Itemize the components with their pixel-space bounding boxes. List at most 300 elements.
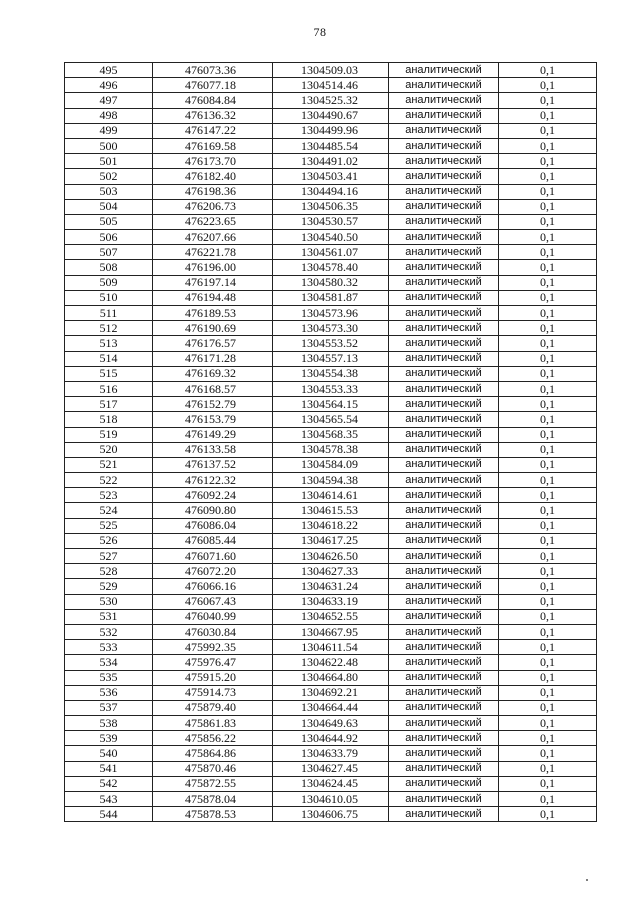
x-coordinate-cell: 476221.78	[153, 245, 273, 260]
x-coordinate-cell: 475864.86	[153, 746, 273, 761]
x-coordinate-cell: 476090.80	[153, 503, 273, 518]
method-cell: аналитический	[389, 594, 499, 609]
coordinates-table	[64, 62, 597, 822]
y-coordinate-cell: 1304594.38	[273, 473, 389, 488]
method-cell: аналитический	[389, 214, 499, 229]
x-coordinate-cell: 476122.32	[153, 473, 273, 488]
x-coordinate-cell: 475870.46	[153, 761, 273, 776]
point-number-cell: 532	[65, 624, 153, 639]
accuracy-cell: 0,1	[499, 351, 597, 366]
accuracy-cell: 0,1	[499, 321, 597, 336]
x-coordinate-cell: 475879.40	[153, 700, 273, 715]
accuracy-cell: 0,1	[499, 442, 597, 457]
method-cell: аналитический	[389, 397, 499, 412]
method-cell: аналитический	[389, 427, 499, 442]
table-row	[65, 518, 597, 533]
point-number-cell: 523	[65, 488, 153, 503]
point-number-cell: 528	[65, 564, 153, 579]
point-number-cell: 534	[65, 655, 153, 670]
accuracy-cell: 0,1	[499, 776, 597, 791]
x-coordinate-cell: 476176.57	[153, 336, 273, 351]
accuracy-cell: 0,1	[499, 306, 597, 321]
x-coordinate-cell: 475872.55	[153, 776, 273, 791]
y-coordinate-cell: 1304490.67	[273, 108, 389, 123]
table-row	[65, 275, 597, 290]
table-row	[65, 138, 597, 153]
point-number-cell: 513	[65, 336, 153, 351]
x-coordinate-cell: 475878.04	[153, 792, 273, 807]
x-coordinate-cell: 475878.53	[153, 807, 273, 822]
method-cell: аналитический	[389, 716, 499, 731]
accuracy-cell: 0,1	[499, 412, 597, 427]
point-number-cell: 525	[65, 518, 153, 533]
accuracy-cell: 0,1	[499, 655, 597, 670]
y-coordinate-cell: 1304584.09	[273, 457, 389, 472]
point-number-cell: 499	[65, 123, 153, 138]
table-row	[65, 154, 597, 169]
accuracy-cell: 0,1	[499, 700, 597, 715]
y-coordinate-cell: 1304568.35	[273, 427, 389, 442]
x-coordinate-cell: 476153.79	[153, 412, 273, 427]
accuracy-cell: 0,1	[499, 93, 597, 108]
point-number-cell: 536	[65, 685, 153, 700]
table-row	[65, 336, 597, 351]
table-row	[65, 792, 597, 807]
method-cell: аналитический	[389, 792, 499, 807]
table-row	[65, 746, 597, 761]
method-cell: аналитический	[389, 275, 499, 290]
x-coordinate-cell: 475915.20	[153, 670, 273, 685]
method-cell: аналитический	[389, 63, 499, 78]
accuracy-cell: 0,1	[499, 761, 597, 776]
method-cell: аналитический	[389, 351, 499, 366]
accuracy-cell: 0,1	[499, 169, 597, 184]
table-row	[65, 427, 597, 442]
y-coordinate-cell: 1304622.48	[273, 655, 389, 670]
table-row	[65, 488, 597, 503]
method-cell: аналитический	[389, 412, 499, 427]
point-number-cell: 515	[65, 366, 153, 381]
x-coordinate-cell: 476173.70	[153, 154, 273, 169]
table-row	[65, 457, 597, 472]
x-coordinate-cell: 475861.83	[153, 716, 273, 731]
accuracy-cell: 0,1	[499, 275, 597, 290]
method-cell: аналитический	[389, 93, 499, 108]
y-coordinate-cell: 1304580.32	[273, 275, 389, 290]
y-coordinate-cell: 1304503.41	[273, 169, 389, 184]
scan-speck	[586, 879, 588, 881]
method-cell: аналитический	[389, 533, 499, 548]
accuracy-cell: 0,1	[499, 123, 597, 138]
point-number-cell: 498	[65, 108, 153, 123]
y-coordinate-cell: 1304614.61	[273, 488, 389, 503]
y-coordinate-cell: 1304564.15	[273, 397, 389, 412]
accuracy-cell: 0,1	[499, 685, 597, 700]
point-number-cell: 511	[65, 306, 153, 321]
x-coordinate-cell: 475976.47	[153, 655, 273, 670]
table-row	[65, 397, 597, 412]
y-coordinate-cell: 1304626.50	[273, 549, 389, 564]
accuracy-cell: 0,1	[499, 336, 597, 351]
accuracy-cell: 0,1	[499, 473, 597, 488]
x-coordinate-cell: 476136.32	[153, 108, 273, 123]
point-number-cell: 542	[65, 776, 153, 791]
method-cell: аналитический	[389, 761, 499, 776]
point-number-cell: 533	[65, 640, 153, 655]
table-row	[65, 579, 597, 594]
method-cell: аналитический	[389, 670, 499, 685]
y-coordinate-cell: 1304610.05	[273, 792, 389, 807]
y-coordinate-cell: 1304561.07	[273, 245, 389, 260]
accuracy-cell: 0,1	[499, 579, 597, 594]
accuracy-cell: 0,1	[499, 63, 597, 78]
accuracy-cell: 0,1	[499, 199, 597, 214]
method-cell: аналитический	[389, 807, 499, 822]
method-cell: аналитический	[389, 230, 499, 245]
y-coordinate-cell: 1304573.30	[273, 321, 389, 336]
method-cell: аналитический	[389, 776, 499, 791]
accuracy-cell: 0,1	[499, 716, 597, 731]
x-coordinate-cell: 476171.28	[153, 351, 273, 366]
y-coordinate-cell: 1304525.32	[273, 93, 389, 108]
table-row	[65, 214, 597, 229]
method-cell: аналитический	[389, 138, 499, 153]
y-coordinate-cell: 1304644.92	[273, 731, 389, 746]
accuracy-cell: 0,1	[499, 792, 597, 807]
table-row	[65, 609, 597, 624]
point-number-cell: 537	[65, 700, 153, 715]
method-cell: аналитический	[389, 154, 499, 169]
method-cell: аналитический	[389, 655, 499, 670]
x-coordinate-cell: 476077.18	[153, 78, 273, 93]
table-row	[65, 731, 597, 746]
accuracy-cell: 0,1	[499, 108, 597, 123]
table-row	[65, 321, 597, 336]
table-row	[65, 776, 597, 791]
x-coordinate-cell: 476085.44	[153, 533, 273, 548]
table-row	[65, 351, 597, 366]
y-coordinate-cell: 1304578.38	[273, 442, 389, 457]
method-cell: аналитический	[389, 123, 499, 138]
method-cell: аналитический	[389, 746, 499, 761]
method-cell: аналитический	[389, 245, 499, 260]
y-coordinate-cell: 1304565.54	[273, 412, 389, 427]
method-cell: аналитический	[389, 731, 499, 746]
point-number-cell: 539	[65, 731, 153, 746]
point-number-cell: 517	[65, 397, 153, 412]
point-number-cell: 500	[65, 138, 153, 153]
x-coordinate-cell: 476182.40	[153, 169, 273, 184]
accuracy-cell: 0,1	[499, 518, 597, 533]
method-cell: аналитический	[389, 260, 499, 275]
point-number-cell: 520	[65, 442, 153, 457]
x-coordinate-cell: 476149.29	[153, 427, 273, 442]
x-coordinate-cell: 476147.22	[153, 123, 273, 138]
x-coordinate-cell: 476223.65	[153, 214, 273, 229]
accuracy-cell: 0,1	[499, 457, 597, 472]
point-number-cell: 512	[65, 321, 153, 336]
table-row	[65, 685, 597, 700]
x-coordinate-cell: 476092.24	[153, 488, 273, 503]
y-coordinate-cell: 1304627.45	[273, 761, 389, 776]
method-cell: аналитический	[389, 579, 499, 594]
y-coordinate-cell: 1304667.95	[273, 624, 389, 639]
point-number-cell: 501	[65, 154, 153, 169]
table-row	[65, 366, 597, 381]
point-number-cell: 506	[65, 230, 153, 245]
point-number-cell: 541	[65, 761, 153, 776]
x-coordinate-cell: 476040.99	[153, 609, 273, 624]
point-number-cell: 497	[65, 93, 153, 108]
accuracy-cell: 0,1	[499, 78, 597, 93]
y-coordinate-cell: 1304664.44	[273, 700, 389, 715]
accuracy-cell: 0,1	[499, 503, 597, 518]
table-row	[65, 761, 597, 776]
y-coordinate-cell: 1304692.21	[273, 685, 389, 700]
method-cell: аналитический	[389, 488, 499, 503]
point-number-cell: 507	[65, 245, 153, 260]
x-coordinate-cell: 476030.84	[153, 624, 273, 639]
x-coordinate-cell: 476137.52	[153, 457, 273, 472]
point-number-cell: 544	[65, 807, 153, 822]
method-cell: аналитический	[389, 473, 499, 488]
method-cell: аналитический	[389, 503, 499, 518]
accuracy-cell: 0,1	[499, 624, 597, 639]
table-row	[65, 230, 597, 245]
point-number-cell: 526	[65, 533, 153, 548]
point-number-cell: 504	[65, 199, 153, 214]
y-coordinate-cell: 1304633.79	[273, 746, 389, 761]
table-row	[65, 306, 597, 321]
point-number-cell: 510	[65, 290, 153, 305]
table-row	[65, 184, 597, 199]
table-row	[65, 533, 597, 548]
table-row	[65, 245, 597, 260]
x-coordinate-cell: 476189.53	[153, 306, 273, 321]
x-coordinate-cell: 476067.43	[153, 594, 273, 609]
y-coordinate-cell: 1304573.96	[273, 306, 389, 321]
x-coordinate-cell: 476073.36	[153, 63, 273, 78]
method-cell: аналитический	[389, 609, 499, 624]
table-row	[65, 412, 597, 427]
x-coordinate-cell: 476169.58	[153, 138, 273, 153]
accuracy-cell: 0,1	[499, 397, 597, 412]
method-cell: аналитический	[389, 321, 499, 336]
method-cell: аналитический	[389, 336, 499, 351]
accuracy-cell: 0,1	[499, 640, 597, 655]
method-cell: аналитический	[389, 457, 499, 472]
table-row	[65, 199, 597, 214]
point-number-cell: 518	[65, 412, 153, 427]
point-number-cell: 505	[65, 214, 153, 229]
point-number-cell: 508	[65, 260, 153, 275]
y-coordinate-cell: 1304633.19	[273, 594, 389, 609]
point-number-cell: 524	[65, 503, 153, 518]
x-coordinate-cell: 476194.48	[153, 290, 273, 305]
table-row	[65, 700, 597, 715]
accuracy-cell: 0,1	[499, 807, 597, 822]
y-coordinate-cell: 1304617.25	[273, 533, 389, 548]
accuracy-cell: 0,1	[499, 609, 597, 624]
table-row	[65, 549, 597, 564]
table-row	[65, 93, 597, 108]
y-coordinate-cell: 1304557.13	[273, 351, 389, 366]
x-coordinate-cell: 476169.32	[153, 366, 273, 381]
point-number-cell: 538	[65, 716, 153, 731]
table-row	[65, 290, 597, 305]
point-number-cell: 531	[65, 609, 153, 624]
table-row	[65, 108, 597, 123]
table-row	[65, 78, 597, 93]
table-row	[65, 670, 597, 685]
method-cell: аналитический	[389, 442, 499, 457]
point-number-cell: 535	[65, 670, 153, 685]
x-coordinate-cell: 476084.84	[153, 93, 273, 108]
accuracy-cell: 0,1	[499, 184, 597, 199]
y-coordinate-cell: 1304631.24	[273, 579, 389, 594]
table-row	[65, 503, 597, 518]
x-coordinate-cell: 475992.35	[153, 640, 273, 655]
x-coordinate-cell: 476168.57	[153, 381, 273, 396]
accuracy-cell: 0,1	[499, 260, 597, 275]
x-coordinate-cell: 476086.04	[153, 518, 273, 533]
table-row	[65, 169, 597, 184]
point-number-cell: 495	[65, 63, 153, 78]
accuracy-cell: 0,1	[499, 290, 597, 305]
point-number-cell: 521	[65, 457, 153, 472]
accuracy-cell: 0,1	[499, 138, 597, 153]
accuracy-cell: 0,1	[499, 746, 597, 761]
y-coordinate-cell: 1304553.33	[273, 381, 389, 396]
accuracy-cell: 0,1	[499, 731, 597, 746]
table-row	[65, 640, 597, 655]
x-coordinate-cell: 476197.14	[153, 275, 273, 290]
point-number-cell: 509	[65, 275, 153, 290]
table-row	[65, 564, 597, 579]
y-coordinate-cell: 1304615.53	[273, 503, 389, 518]
method-cell: аналитический	[389, 564, 499, 579]
point-number-cell: 527	[65, 549, 153, 564]
x-coordinate-cell: 476196.00	[153, 260, 273, 275]
point-number-cell: 543	[65, 792, 153, 807]
method-cell: аналитический	[389, 108, 499, 123]
y-coordinate-cell: 1304618.22	[273, 518, 389, 533]
y-coordinate-cell: 1304649.63	[273, 716, 389, 731]
point-number-cell: 502	[65, 169, 153, 184]
accuracy-cell: 0,1	[499, 488, 597, 503]
coordinates-table-body	[65, 63, 597, 822]
point-number-cell: 514	[65, 351, 153, 366]
x-coordinate-cell: 476071.60	[153, 549, 273, 564]
table-row	[65, 123, 597, 138]
point-number-cell: 540	[65, 746, 153, 761]
method-cell: аналитический	[389, 624, 499, 639]
table-row	[65, 716, 597, 731]
point-number-cell: 503	[65, 184, 153, 199]
method-cell: аналитический	[389, 381, 499, 396]
point-number-cell: 496	[65, 78, 153, 93]
point-number-cell: 529	[65, 579, 153, 594]
accuracy-cell: 0,1	[499, 154, 597, 169]
page-number: 78	[313, 25, 327, 39]
y-coordinate-cell: 1304506.35	[273, 199, 389, 214]
x-coordinate-cell: 476206.73	[153, 199, 273, 214]
table-row	[65, 594, 597, 609]
x-coordinate-cell: 475914.73	[153, 685, 273, 700]
method-cell: аналитический	[389, 184, 499, 199]
y-coordinate-cell: 1304581.87	[273, 290, 389, 305]
method-cell: аналитический	[389, 700, 499, 715]
y-coordinate-cell: 1304624.45	[273, 776, 389, 791]
method-cell: аналитический	[389, 518, 499, 533]
y-coordinate-cell: 1304652.55	[273, 609, 389, 624]
table-row	[65, 260, 597, 275]
y-coordinate-cell: 1304664.80	[273, 670, 389, 685]
method-cell: аналитический	[389, 685, 499, 700]
y-coordinate-cell: 1304611.54	[273, 640, 389, 655]
x-coordinate-cell: 476207.66	[153, 230, 273, 245]
accuracy-cell: 0,1	[499, 366, 597, 381]
method-cell: аналитический	[389, 78, 499, 93]
x-coordinate-cell: 476190.69	[153, 321, 273, 336]
table-row	[65, 63, 597, 78]
accuracy-cell: 0,1	[499, 670, 597, 685]
accuracy-cell: 0,1	[499, 245, 597, 260]
accuracy-cell: 0,1	[499, 427, 597, 442]
x-coordinate-cell: 475856.22	[153, 731, 273, 746]
x-coordinate-cell: 476152.79	[153, 397, 273, 412]
table-row	[65, 624, 597, 639]
y-coordinate-cell: 1304509.03	[273, 63, 389, 78]
method-cell: аналитический	[389, 366, 499, 381]
method-cell: аналитический	[389, 290, 499, 305]
table-row	[65, 442, 597, 457]
y-coordinate-cell: 1304530.57	[273, 214, 389, 229]
x-coordinate-cell: 476198.36	[153, 184, 273, 199]
x-coordinate-cell: 476133.58	[153, 442, 273, 457]
y-coordinate-cell: 1304554.38	[273, 366, 389, 381]
y-coordinate-cell: 1304514.46	[273, 78, 389, 93]
accuracy-cell: 0,1	[499, 549, 597, 564]
table-row	[65, 473, 597, 488]
table-row	[65, 807, 597, 822]
table-row	[65, 655, 597, 670]
y-coordinate-cell: 1304553.52	[273, 336, 389, 351]
point-number-cell: 519	[65, 427, 153, 442]
accuracy-cell: 0,1	[499, 230, 597, 245]
y-coordinate-cell: 1304499.96	[273, 123, 389, 138]
accuracy-cell: 0,1	[499, 381, 597, 396]
point-number-cell: 522	[65, 473, 153, 488]
y-coordinate-cell: 1304491.02	[273, 154, 389, 169]
y-coordinate-cell: 1304578.40	[273, 260, 389, 275]
accuracy-cell: 0,1	[499, 564, 597, 579]
method-cell: аналитический	[389, 640, 499, 655]
method-cell: аналитический	[389, 169, 499, 184]
accuracy-cell: 0,1	[499, 594, 597, 609]
y-coordinate-cell: 1304485.54	[273, 138, 389, 153]
y-coordinate-cell: 1304540.50	[273, 230, 389, 245]
point-number-cell: 516	[65, 381, 153, 396]
method-cell: аналитический	[389, 549, 499, 564]
y-coordinate-cell: 1304494.16	[273, 184, 389, 199]
point-number-cell: 530	[65, 594, 153, 609]
accuracy-cell: 0,1	[499, 533, 597, 548]
method-cell: аналитический	[389, 306, 499, 321]
y-coordinate-cell: 1304606.75	[273, 807, 389, 822]
table-row	[65, 381, 597, 396]
method-cell: аналитический	[389, 199, 499, 214]
